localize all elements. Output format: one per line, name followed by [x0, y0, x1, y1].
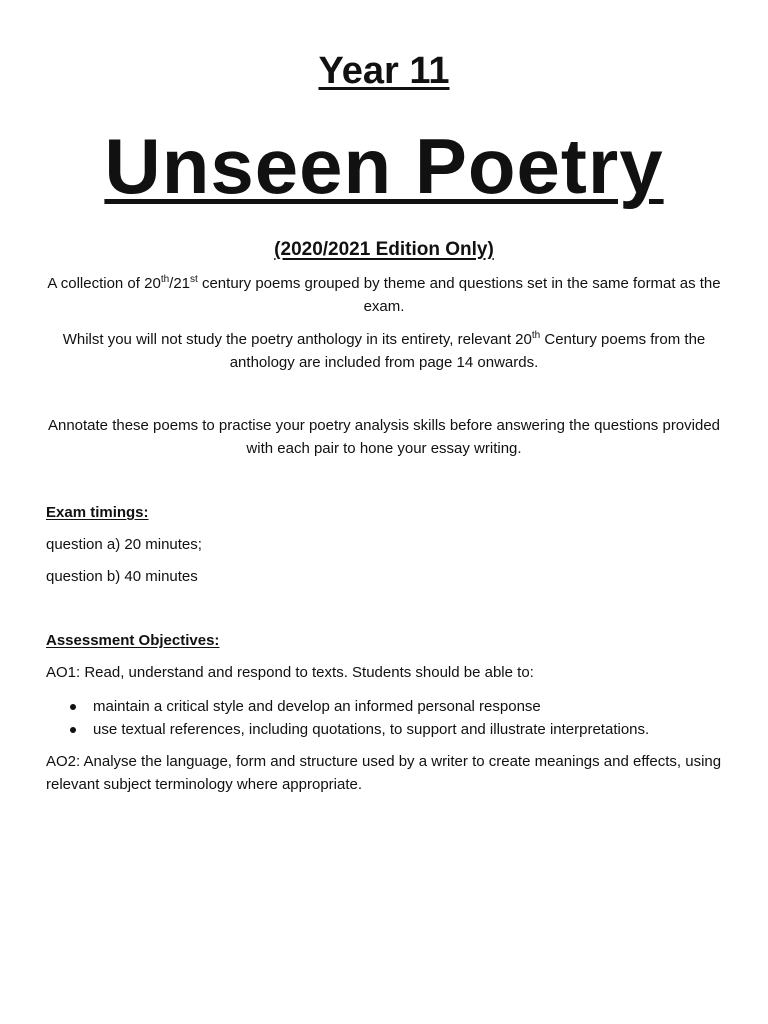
intro-paragraph-collection: A collection of 20th/21st century poems grouped by theme and questions set in the same format as the exam. — [47, 274, 721, 315]
bullet-icon — [70, 704, 76, 710]
list-item: use textual references, including quotations, to support and illustrate interpretations. — [46, 718, 746, 741]
bullet-icon — [70, 727, 76, 733]
intro-paragraph-anthology: Whilst you will not study the poetry anthology in its entirety, relevant 20th Century poems from the anthology are included from page 14 onwards. — [62, 330, 706, 371]
ao1-text: AO1: Read, understand and respond to texts. Students should be able to: — [46, 664, 534, 681]
intro-paragraph-annotate: Annotate these poems to practise your poetry analysis skills before answering the questions provided with each pair to hone your essay writing. — [47, 417, 721, 457]
ao2-text: AO2: Analyse the language, form and structure used by a writer to create meanings and effects, using relevant subject terminology where appropriate. — [46, 753, 722, 793]
list-item: maintain a critical style and develop an informed personal response — [46, 695, 746, 718]
assessment-objectives-heading: Assessment Objectives: — [46, 632, 220, 649]
timing-question-a: question a) 20 minutes; — [46, 536, 202, 553]
timing-question-b: question b) 40 minutes — [46, 568, 198, 585]
ao1-bullet-list — [46, 695, 746, 741]
edition-subtitle: (2020/2021 Edition Only) — [274, 239, 494, 260]
year-heading: Year 11 — [318, 50, 450, 92]
exam-timings-heading: Exam timings: — [46, 504, 149, 521]
page-title: Unseen Poetry — [104, 122, 664, 210]
